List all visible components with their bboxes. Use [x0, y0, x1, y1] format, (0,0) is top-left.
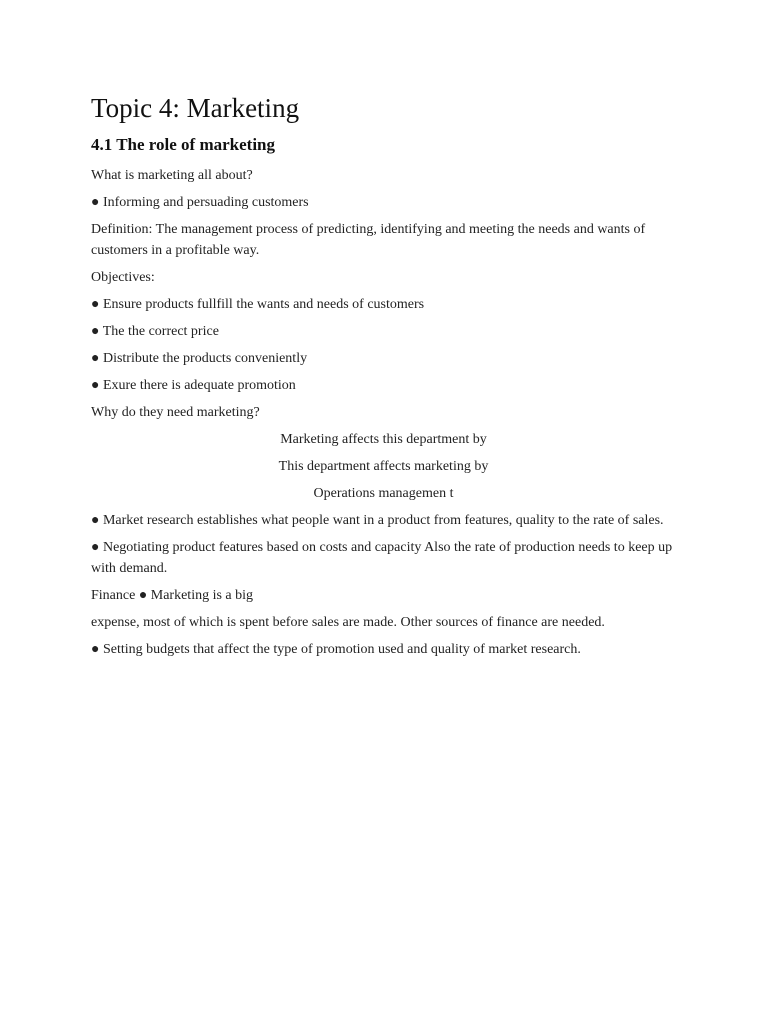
- operations-point: ● Negotiating product features based on costs and capacity Also the rate of production needs to keep up with demand.: [91, 540, 673, 576]
- objectives-label: Objectives:: [91, 270, 155, 285]
- finance-point: ● Setting budgets that affect the type of promotion used and quality of market research.: [91, 642, 581, 657]
- section-heading: 4.1 The role of marketing: [91, 135, 275, 154]
- objective-item: ● Distribute the products conveniently: [91, 351, 308, 366]
- intro-bullet: ● Informing and persuading customers: [91, 195, 309, 210]
- objective-item: ● Ensure products fullfill the wants and needs of customers: [91, 297, 425, 312]
- finance-continuation: expense, most of which is spent before sales are made. Other sources of finance are needed.: [91, 615, 605, 630]
- definition-paragraph: Definition: The management process of predicting, identifying and meeting the needs and wants of customers in a profitable way.: [91, 222, 646, 258]
- intro-question: What is marketing all about?: [91, 168, 253, 183]
- table-header-operations: Operations managemen t: [313, 486, 454, 501]
- operations-point: ● Market research establishes what people want in a product from features, quality to the rate of sales.: [91, 513, 664, 528]
- objective-item: ● The the correct price: [91, 324, 219, 339]
- page-title: Topic 4: Marketing: [91, 93, 300, 123]
- document-body: [91, 90, 676, 666]
- why-question: Why do they need marketing?: [91, 405, 260, 420]
- finance-line: Finance ● Marketing is a big: [91, 588, 254, 603]
- table-header-marketing-affects: Marketing affects this department by: [280, 432, 487, 447]
- objective-item: ● Exure there is adequate promotion: [91, 378, 296, 393]
- table-header-department-affects: This department affects marketing by: [278, 459, 489, 474]
